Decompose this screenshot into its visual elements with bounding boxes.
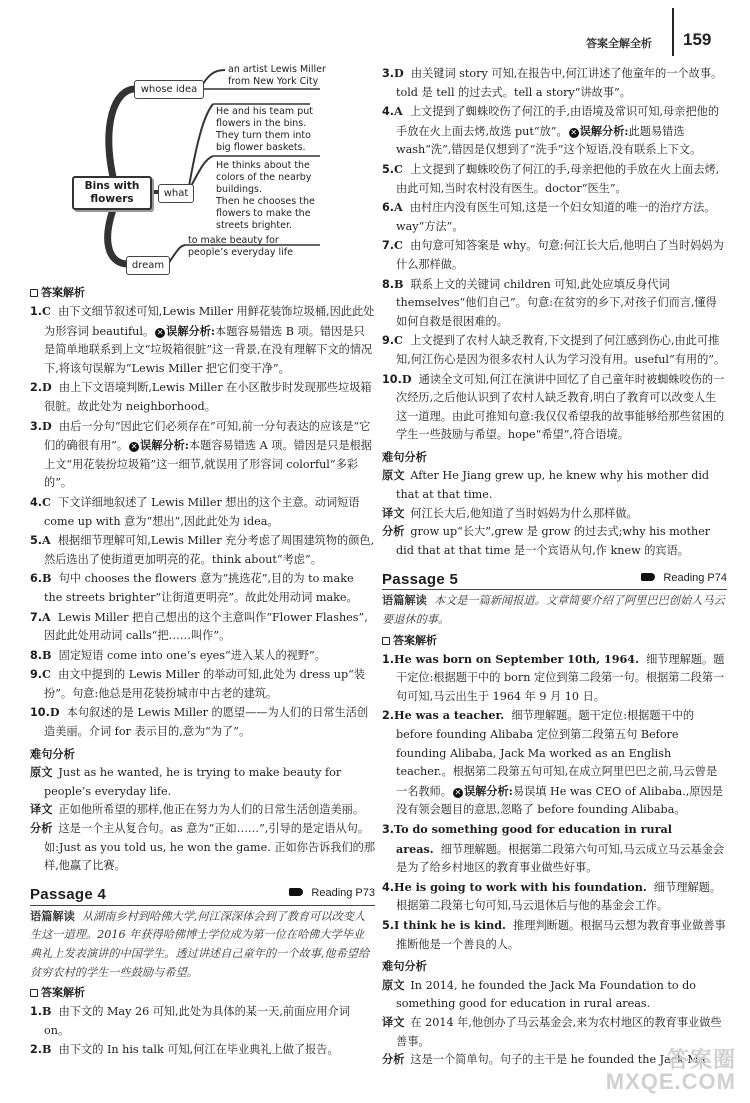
passage-4-intro <box>30 908 375 982</box>
answer-item <box>382 916 727 954</box>
mind-line: He and his team put <box>216 106 313 117</box>
answer-item <box>382 198 727 236</box>
item-text: 由下文的 May 26 可知,此处为具体的某一天,前面应用介词 on。 <box>44 1005 351 1037</box>
item-number: 7. <box>382 239 395 253</box>
item-answer: I think he is kind. <box>394 917 506 932</box>
item-answer: B <box>394 276 404 291</box>
label: 分析 <box>382 525 405 539</box>
label: 分析 <box>382 1053 405 1067</box>
mind-text-colors <box>216 160 315 232</box>
item-number: 4. <box>382 105 395 119</box>
item-number: 8. <box>30 648 43 662</box>
item-text: 细节理解题。根据第二段第六句可知,马云成立马云基金会是为了给乡村地区的教育事业做些好事。 <box>396 842 725 875</box>
item-number: 4. <box>30 495 43 509</box>
item-error-text: 本题容易错选 B 项。错因是只是简单地联系到上文“垃圾箱很脏”这一背景,在没有理解下文的情况下,将该句误解为“Lewis Miller 把它们变干净”。 <box>44 324 373 375</box>
mind-node-what: what <box>158 184 194 203</box>
item-error-label: 误解分析: <box>166 323 216 338</box>
answer-item <box>382 64 727 102</box>
item-answer: D <box>394 66 404 80</box>
mind-node-center: Bins with flowers <box>72 176 152 210</box>
item-text: 由村庄内没有医生可知,这是一个妇女知道的唯一的治疗方法。way“方法”。 <box>396 201 716 233</box>
item-number: 1. <box>30 305 43 318</box>
item-number: 8. <box>382 277 395 291</box>
translation <box>382 505 727 524</box>
item-error-text: 此题易错选 wash“洗”,错因是仅想到了“洗手”这个短语,没有联系上下文。 <box>396 124 702 157</box>
answer-item <box>30 378 375 416</box>
answer-item <box>30 493 375 531</box>
item-number: 2. <box>382 709 395 723</box>
item-text: 下文详细地叙述了 Lewis Miller 想出的这个主意。动词短语 come up with 意为“想出”,因此此处为 idea。 <box>44 495 360 528</box>
heading-text: 答案解析 <box>393 633 437 647</box>
header-divider <box>672 8 674 56</box>
item-answer: B <box>42 1042 52 1057</box>
item-number: 6. <box>30 572 43 586</box>
answer-item <box>382 820 727 878</box>
value: After He Jiang grew up, he knew why his mother did that at that time. <box>396 469 710 502</box>
reference-text: Reading P74 <box>663 571 727 584</box>
left-column <box>30 64 375 1060</box>
item-error-text: 本题容易错选 A 项。错因是只是根据上文“用花装扮垃圾箱”这一细节,就误用了形容词 colorful“多彩的”。 <box>44 439 372 490</box>
answer-item <box>382 706 727 820</box>
item-error-text: 易误填 He was CEO of Alibaba.,原因是没有领会题目的意思,忽略了 before founding Alibaba。 <box>396 784 723 817</box>
answer-list <box>30 302 375 742</box>
item-number: 3. <box>382 67 395 80</box>
item-error-label: 误解分析: <box>140 438 189 453</box>
answer-list <box>30 1002 375 1060</box>
value: 正如他所希望的那样,他正在努力为人们的日常生活创造美丽。 <box>58 803 365 817</box>
answer-analysis-heading <box>30 284 375 302</box>
item-answer: C <box>42 667 51 682</box>
answer-item <box>30 1002 375 1040</box>
intro-label: 语篇解读 <box>382 594 427 608</box>
item-answer: A <box>394 104 403 119</box>
value: Just as he wanted, he is trying to make beauty for people’s everyday life. <box>44 766 342 798</box>
heading-text: 答案解析 <box>41 986 85 1000</box>
mind-line: big flower baskets. <box>216 142 306 153</box>
label: 译文 <box>382 506 405 520</box>
mind-map <box>30 64 375 282</box>
item-number: 6. <box>382 201 395 215</box>
mind-line: people’s everyday life <box>188 247 293 258</box>
item-number: 7. <box>30 610 43 624</box>
item-text: 由关键词 story 可知,在报告中,何江讲述了他童年的一个故事。told 是 tell 的过去式。tell a story“讲故事”。 <box>396 67 723 99</box>
item-text: 细节理解题。题干定位:根据题干中的 before founding Alibaba 定位到第二段第五句 Before founding Alibaba, Jack Ma worked as an English teacher.。根据第二段第五句可知,在成立阿里巴巴之前,马云曾是一名教师。 <box>396 709 718 798</box>
item-number: 9. <box>382 334 395 348</box>
lock-icon <box>382 637 390 645</box>
passage-5-header <box>382 568 727 590</box>
mind-line: He thinks about the <box>216 160 310 171</box>
item-text: 由下文细节叙述可知,Lewis Miller 用鲜花装饰垃圾桶,因此此处为形容词 beautiful。 <box>44 305 375 338</box>
original-text <box>30 764 375 801</box>
passage-title: Passage 5 <box>382 570 459 588</box>
error-mark-icon: ✕ <box>130 442 138 452</box>
label: 原文 <box>382 978 405 992</box>
original-text <box>382 977 727 1014</box>
item-error-label: 误解分析: <box>579 123 629 138</box>
item-error-label: 误解分析: <box>463 783 513 798</box>
value: 在 2014 年,他创办了马云基金会,来为农村地区的教育事业做些善事。 <box>396 1015 722 1048</box>
item-answer: C <box>42 304 51 318</box>
item-number: 2. <box>30 381 43 395</box>
page-number: 159 <box>683 30 712 49</box>
value: 何江长大后,他知道了当时妈妈为什么那样做。 <box>410 506 638 520</box>
item-answer: A <box>394 200 403 215</box>
item-number: 2. <box>30 1043 43 1057</box>
right-column <box>382 64 727 1070</box>
passage-title: Passage 4 <box>30 886 107 904</box>
answer-analysis-heading <box>382 632 727 650</box>
answer-item <box>30 531 375 569</box>
answer-item <box>382 650 727 707</box>
label: 原文 <box>382 469 405 483</box>
passage-4-header <box>30 884 375 906</box>
error-mark-icon: ✕ <box>156 327 164 337</box>
value: 这是一个简单句。句子的主干是 he founded the Jack Ma <box>410 1053 706 1067</box>
mind-line: colors of the nearby <box>216 172 312 183</box>
intro-text: 从湖南乡村到哈佛大学,何江深深体会到了教育可以改变人生这一道理。2016 年获得哈佛博士学位成为第一位在哈佛大学毕业典礼上发表演讲的中国学生。透过讲述自己童年的一个故事,他希望给贫穷农村的学生一些鼓励与希望。 <box>30 909 370 979</box>
answer-item <box>382 160 727 198</box>
value: In 2014, he founded the Jack Ma Foundation to do something good for education in rural areas. <box>396 978 697 1011</box>
answer-item <box>382 102 727 160</box>
translation <box>382 1014 727 1051</box>
passage-5-intro <box>382 592 727 629</box>
original-text <box>382 467 727 504</box>
item-text: 固定短语 come into one’s eyes“进入某人的视野”。 <box>58 648 326 662</box>
answer-item <box>30 569 375 607</box>
item-text: 细节理解题。题干定位:根据题干中的 born 定位到第二段第一句。根据第二段第一句可知,马云出生于 1964 年 9 月 10 日。 <box>396 652 725 703</box>
item-answer: He was born on September 10th, 1964. <box>394 651 639 666</box>
analysis <box>382 523 727 560</box>
answer-item <box>382 275 727 332</box>
item-number: 5. <box>382 918 395 932</box>
mind-node-whose-idea: whose idea <box>134 80 204 99</box>
answer-analysis-heading <box>30 984 375 1002</box>
item-text: 通读全文可知,何江在演讲中回忆了自己童年时被蜘蛛咬伤的一次经历,之后他认识到了农村人缺乏教育,明白了教育可以改变人生这一道理。由此可推知句意:我仅仅希望我的故事能够给那些贫困的学生一些鼓励与希望。hope“希望”,符合语境。 <box>396 372 725 442</box>
mind-line: streets brighter. <box>216 220 293 231</box>
pointing-hand-icon <box>289 888 303 896</box>
item-text: 细节理解题。根据第二段第七句可知,马云退休后与他的基金会工作。 <box>396 880 722 913</box>
mind-line: They turn them into <box>216 130 311 141</box>
answer-list <box>382 650 727 955</box>
item-text: Lewis Miller 把自己想出的这个主意叫作“Flower Flashes”,因此此处用动词 calls“把……叫作”。 <box>44 610 368 643</box>
mind-line: Then he chooses the <box>216 196 315 207</box>
item-number: 10. <box>30 706 50 720</box>
translation <box>30 801 375 820</box>
difficult-sentence-heading: 难句分析 <box>382 450 427 464</box>
item-text: 由上下文语境判断,Lewis Miller 在小区散步时发现那些垃圾箱很脏。故此处为 neighborhood。 <box>44 381 372 413</box>
label: 译文 <box>382 1015 405 1029</box>
label: 原文 <box>30 766 53 780</box>
item-text: 上文提到了蜘蛛咬伤了何江的手,母亲把他的手放在火上面去烤,由此可知,当时农村没有医生。doctor“医生”。 <box>396 162 720 195</box>
item-answer: C <box>394 238 403 253</box>
value: 这是一个主从复合句。as 意为“正如……”,引导的是定语从句。如:Just as you told us, he won the game. 正如你告诉我们的那样,他赢了比赛。 <box>44 822 376 873</box>
mind-line: flowers in the bins. <box>216 118 307 129</box>
item-answer: He was a teacher. <box>394 708 505 723</box>
item-answer: D <box>49 705 60 720</box>
lock-icon <box>30 289 38 297</box>
item-text: 上文提到了蜘蛛咬伤了何江的手,由语境及常识可知,母亲把他的手放在火上面去烤,故选 put“放”。 <box>396 105 720 138</box>
mind-line: an artist Lewis Miller <box>228 64 326 75</box>
mind-line: buildings. <box>216 184 263 195</box>
answer-item <box>382 878 727 916</box>
item-number: 10. <box>382 372 402 386</box>
difficult-sentence-heading: 难句分析 <box>382 960 427 974</box>
answer-item <box>382 370 727 445</box>
answer-list <box>382 64 727 445</box>
item-answer: D <box>42 380 52 395</box>
item-text: 由后一分句“因此它们必须存在”可知,前一分句表达的应该是“它们的确很有用”。 <box>44 419 371 453</box>
item-answer: A <box>42 533 51 548</box>
answer-item <box>30 1040 375 1060</box>
item-number: 4. <box>382 880 395 894</box>
label: 译文 <box>30 803 53 817</box>
item-answer: To do something good for education in rural areas. <box>394 821 673 856</box>
passage-reference <box>289 884 375 905</box>
item-text: 联系上文的关键词 children 可知,此处应填反身代词 themselves“他们自己”。句意:在贫穷的乡下,对孩子们而言,懂得如何自救是很困难的。 <box>396 277 717 328</box>
mind-text-artist <box>228 64 326 88</box>
item-answer: D <box>401 371 412 386</box>
item-text: 根据细节理解可知,Lewis Miller 充分考虑了周围建筑物的颜色,然后选出了使街道更加明亮的花。think about“考虑”。 <box>44 534 375 566</box>
item-answer: B <box>42 1004 52 1019</box>
answer-item <box>30 646 375 666</box>
item-number: 3. <box>30 419 43 433</box>
item-number: 5. <box>382 162 395 176</box>
mind-line: from New York City <box>228 76 319 87</box>
watermark-line: MXQE.COM <box>605 1069 736 1094</box>
header-section-label: 答案全解全析 <box>586 37 652 50</box>
error-mark-icon: ✕ <box>570 127 578 137</box>
item-answer: B <box>42 647 52 662</box>
passage-reference <box>641 569 727 590</box>
item-answer: C <box>42 494 51 509</box>
difficult-sentence-heading: 难句分析 <box>30 747 75 761</box>
value: grow up“长大”,grew 是 grow 的过去式;why his mother did that at that time 是一个宾语从句,作 knew 的宾语。 <box>396 525 711 557</box>
watermark-logo <box>606 1049 736 1093</box>
item-text: 由句意可知答案是 why。句意:何江长大后,他明白了当时妈妈为什么那样做。 <box>396 239 724 271</box>
label: 分析 <box>30 822 53 836</box>
item-text: 句中 chooses the flowers 意为“挑选花”,目的为 to make the streets brighter“让街道更明亮”。故此处用动词 make。 <box>44 572 358 604</box>
mind-text-dream <box>188 235 293 259</box>
item-number: 3. <box>382 822 395 836</box>
mind-text-team <box>216 106 313 154</box>
error-mark-icon: ✕ <box>454 787 462 797</box>
answer-item <box>30 665 375 703</box>
item-text: 本句叙述的是 Lewis Miller 的愿望——为人们的日常生活创造美丽。介词 for 表示目的,意为“为了”。 <box>44 706 369 739</box>
answer-item <box>30 417 375 493</box>
mind-line: flowers to make the <box>216 208 311 219</box>
pointing-hand-icon <box>641 573 655 581</box>
item-text: 推理判断题。根据马云想为教育事业做善事推断他是一个善良的人。 <box>396 918 726 951</box>
answer-item <box>382 331 727 369</box>
mind-line: to make beauty for <box>188 235 279 246</box>
answer-item <box>382 236 727 274</box>
answer-item <box>30 703 375 741</box>
item-answer: He is going to work with his foundation. <box>394 879 647 894</box>
item-answer: C <box>394 161 403 176</box>
item-text: 由下文的 In his talk 可知,何江在毕业典礼上做了报告。 <box>58 1043 339 1057</box>
answer-item <box>30 302 375 378</box>
item-number: 1. <box>382 652 395 666</box>
intro-text: 本文是一篇新闻报道。文章简要介绍了阿里巴巴创始人马云要退休的事。 <box>382 594 725 627</box>
item-number: 5. <box>30 534 43 548</box>
lock-icon <box>30 989 38 997</box>
item-answer: D <box>42 418 52 433</box>
item-number: 9. <box>30 668 43 682</box>
item-number: 1. <box>30 1005 43 1019</box>
item-answer: A <box>42 609 51 624</box>
answer-item <box>30 608 375 646</box>
item-answer: B <box>42 571 52 586</box>
analysis <box>30 820 375 876</box>
item-text: 上文提到了农村人缺乏教育,下文提到了何江感到伤心,由此可推知,何江伤心是因为很多农村人认为学习没有用。useful“有用的”。 <box>396 334 726 366</box>
heading-text: 答案解析 <box>41 286 85 299</box>
reference-text: Reading P73 <box>311 887 375 900</box>
intro-label: 语篇解读 <box>30 909 75 923</box>
watermark-line: 答案圈 <box>666 1047 736 1072</box>
mind-node-dream: dream <box>126 256 170 275</box>
item-answer: C <box>394 333 403 348</box>
item-text: 由文中提到的 Lewis Miller 的举动可知,此处为 dress up“装扮”。句意:他总是用花装扮城市中古老的建筑。 <box>44 668 366 700</box>
